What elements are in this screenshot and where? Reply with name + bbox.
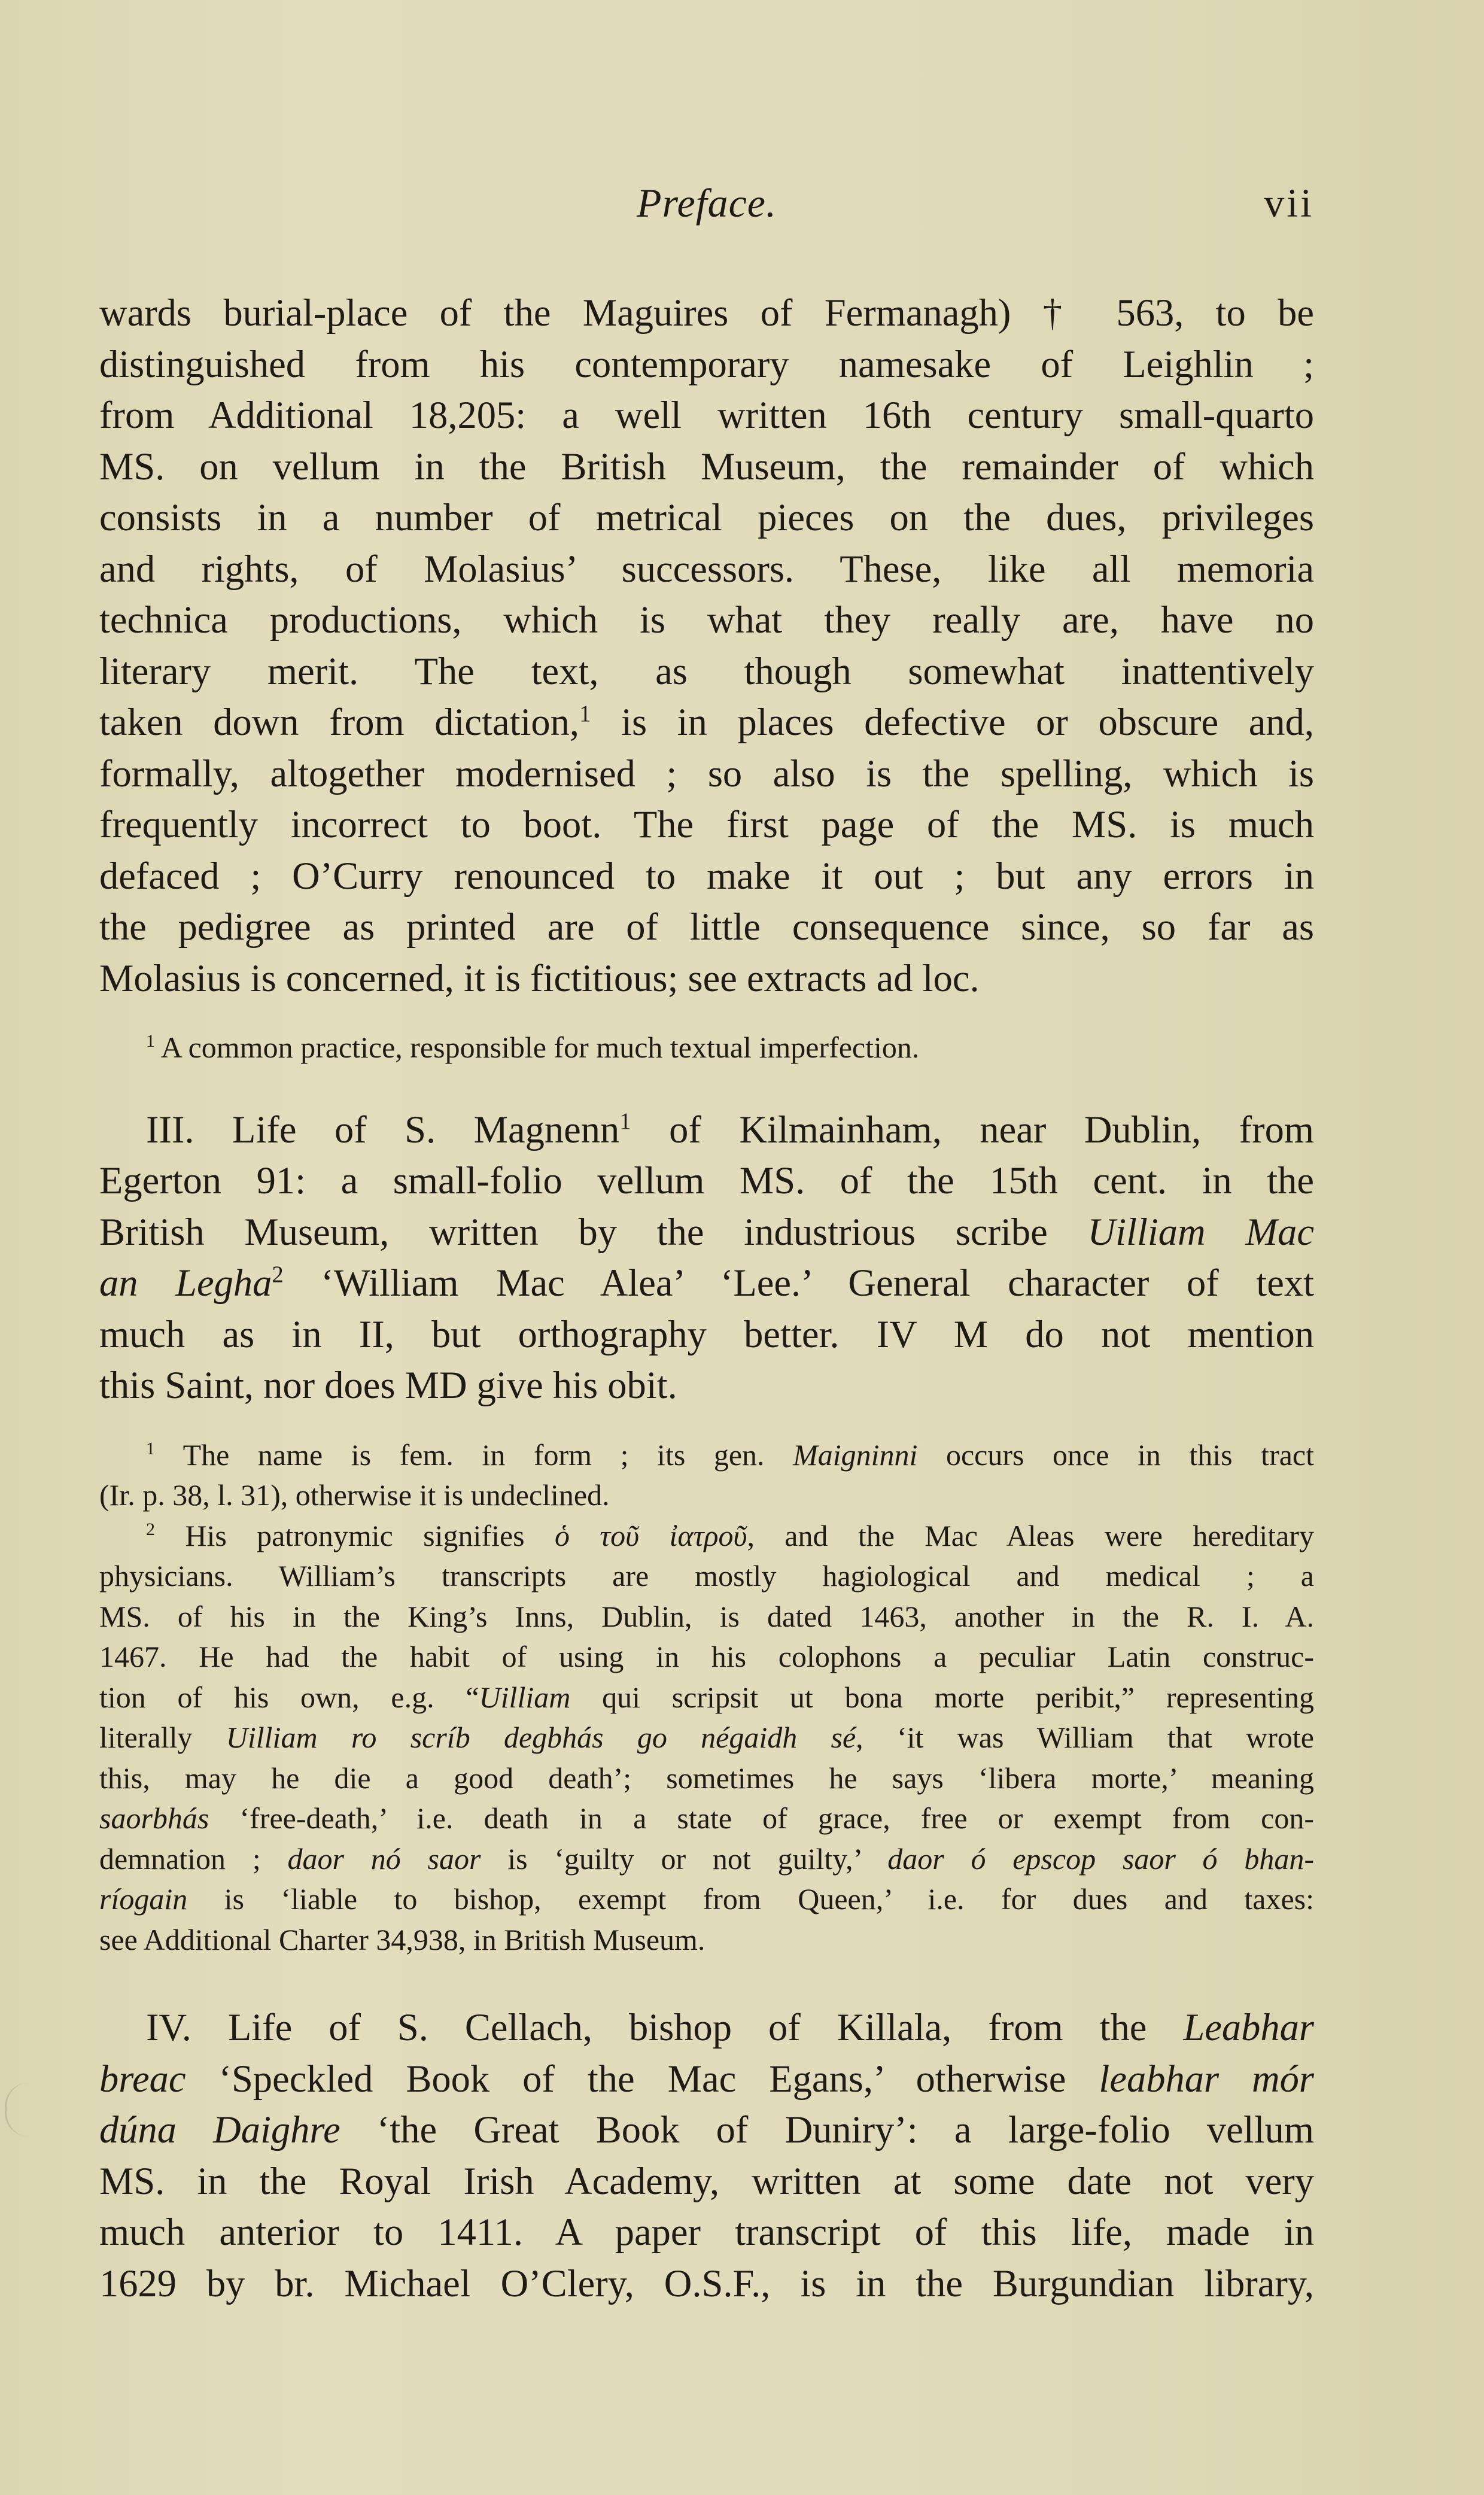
text-line: MS. in the Royal Irish Academy, written at some date not very [99,2159,1314,2202]
footnote-line: literally Uilliam ro scríb degbhás go négaidh sé, ‘it was William that wrote [99,1721,1314,1754]
text-line: dúna Daighre ‘the Great Book of Duniry’: a large-folio vellum [99,2108,1314,2151]
footnote-line: $^2$ His patronymic signifies ὁ τοῦ ἰατροῦ, and the Mac Aleas were hereditary [146,1518,1314,1552]
footnote-marker: 1 [146,1438,155,1458]
footnote-line: physicians. William’s transcripts are mostly hagiological and medical ; a [99,1559,1314,1593]
greek-phrase: ὁ τοῦ ἰατροῦ [554,1518,747,1552]
footnote-line: (Ir. p. 38, l. 31), otherwise it is undeclined. [99,1478,610,1512]
running-head [99,180,1314,227]
text-line: IV. Life of S. Cellach, bishop of Killala, from the Leabhar [146,2006,1314,2049]
text-line: Molasius is concerned, it is fictitious; see extracts ad loc. [99,956,980,999]
page-body [99,287,1314,2309]
text-line: from Additional 18,205: a well written 16th century small-quarto [99,394,1314,436]
text-line: breac ‘Speckled Book of the Mac Egans,’ otherwise leabhar mór [99,2057,1314,2100]
footnote [99,1028,1314,1068]
text-line: technica productions, which is what they really are, have no [99,598,1314,641]
footnote-ref: 1 [619,1108,631,1134]
footnotes-section-iii [99,1435,1314,1961]
section-iv [99,2002,1314,2309]
text-line: Egerton 91: a small-folio vellum MS. of the 15th cent. in the [99,1159,1314,1202]
text-line: defaced ; O’Curry renounced to make it out ; but any errors in [99,854,1314,897]
text-line: British Museum, written by the industrious scribe Uilliam Mac [99,1210,1314,1253]
footnote-line: saorbhás ‘free-death,’ i.e. death in a state of grace, free or exempt from con- [99,1801,1314,1835]
text-line: frequently incorrect to boot. The first page of the MS. is much [99,803,1314,846]
footnote-ref: 1 [579,701,591,727]
text-line: the pedigree as printed are of little consequence since, so far as [99,905,1314,948]
text-line: formally, altogether modernised ; so also is the spelling, which is [99,752,1314,795]
text-line: wards burial-place of the Maguires of Fermanagh) † 563, to be [99,291,1314,334]
footnote-ref: 2 [272,1262,284,1287]
footnote-line: $^1$ A common practice, responsible for much textual imperfection. [146,1031,920,1064]
text-line: MS. on vellum in the British Museum, the remainder of which [99,445,1314,488]
text-line: and rights, of Molasius’ successors. These, like all memoria [99,547,1314,590]
text-line: much anterior to 1411. A paper transcript of this life, made in [99,2211,1314,2253]
footnote-line: this, may he die a good death’; sometimes he says ‘libera morte,’ meaning [99,1761,1314,1795]
footnote-line: ríogain is ‘liable to bishop, exempt from Queen,’ i.e. for dues and taxes: [99,1882,1314,1916]
footnote-line: $^1$ The name is fem. in form ; its gen. Maigninni occurs once in this tract [146,1438,1314,1472]
page-number: vii [1264,180,1314,226]
text-line: this Saint, nor does MD give his obit. [99,1364,677,1406]
footnote-marker: 1 [146,1031,155,1051]
footnote-line: demnation ; daor nó saor is ‘guilty or not guilty,’ daor ó epscop saor ó bhan- [99,1841,1314,1876]
footnote-line: 1467. He had the habit of using in his colophons a peculiar Latin construc- [99,1640,1314,1673]
main-paragraph [99,287,1314,1004]
text-line: consists in a number of metrical pieces on the dues, privileges [99,496,1314,539]
text-line: taken down from dictation,$^1$ is in places defective or obscure and, [99,701,1314,743]
text-line: literary merit. The text, as though somewhat inattentively [99,649,1314,692]
text-line: III. Life of S. Magnenn$^1$ of Kilmainham, near Dublin, from [146,1108,1315,1151]
text-line: 1629 by br. Michael O’Clery, O.S.F., is in the Burgundian library, [99,2262,1314,2305]
text-line: distinguished from his contemporary namesake of Leighlin ; [99,342,1314,385]
running-title: Preface. [637,180,777,226]
margin-mark [5,2083,31,2137]
footnote-line: see Additional Charter 34,938, in British Museum. [99,1922,705,1956]
section-iii [99,1104,1314,1411]
footnote-line: tion of his own, e.g. “Uilliam qui scripsit ut bona morte peribit,” representing [99,1680,1314,1714]
footnote-marker: 2 [146,1519,155,1539]
footnote-line: MS. of his in the King’s Inns, Dublin, is dated 1463, another in the R. I. A. [99,1599,1314,1633]
text-line: an Legha$^2$ ‘William Mac Alea’ ‘Lee.’ General character of text [99,1262,1314,1304]
text-line: much as in II, but orthography better. IV M do not mention [99,1312,1314,1356]
